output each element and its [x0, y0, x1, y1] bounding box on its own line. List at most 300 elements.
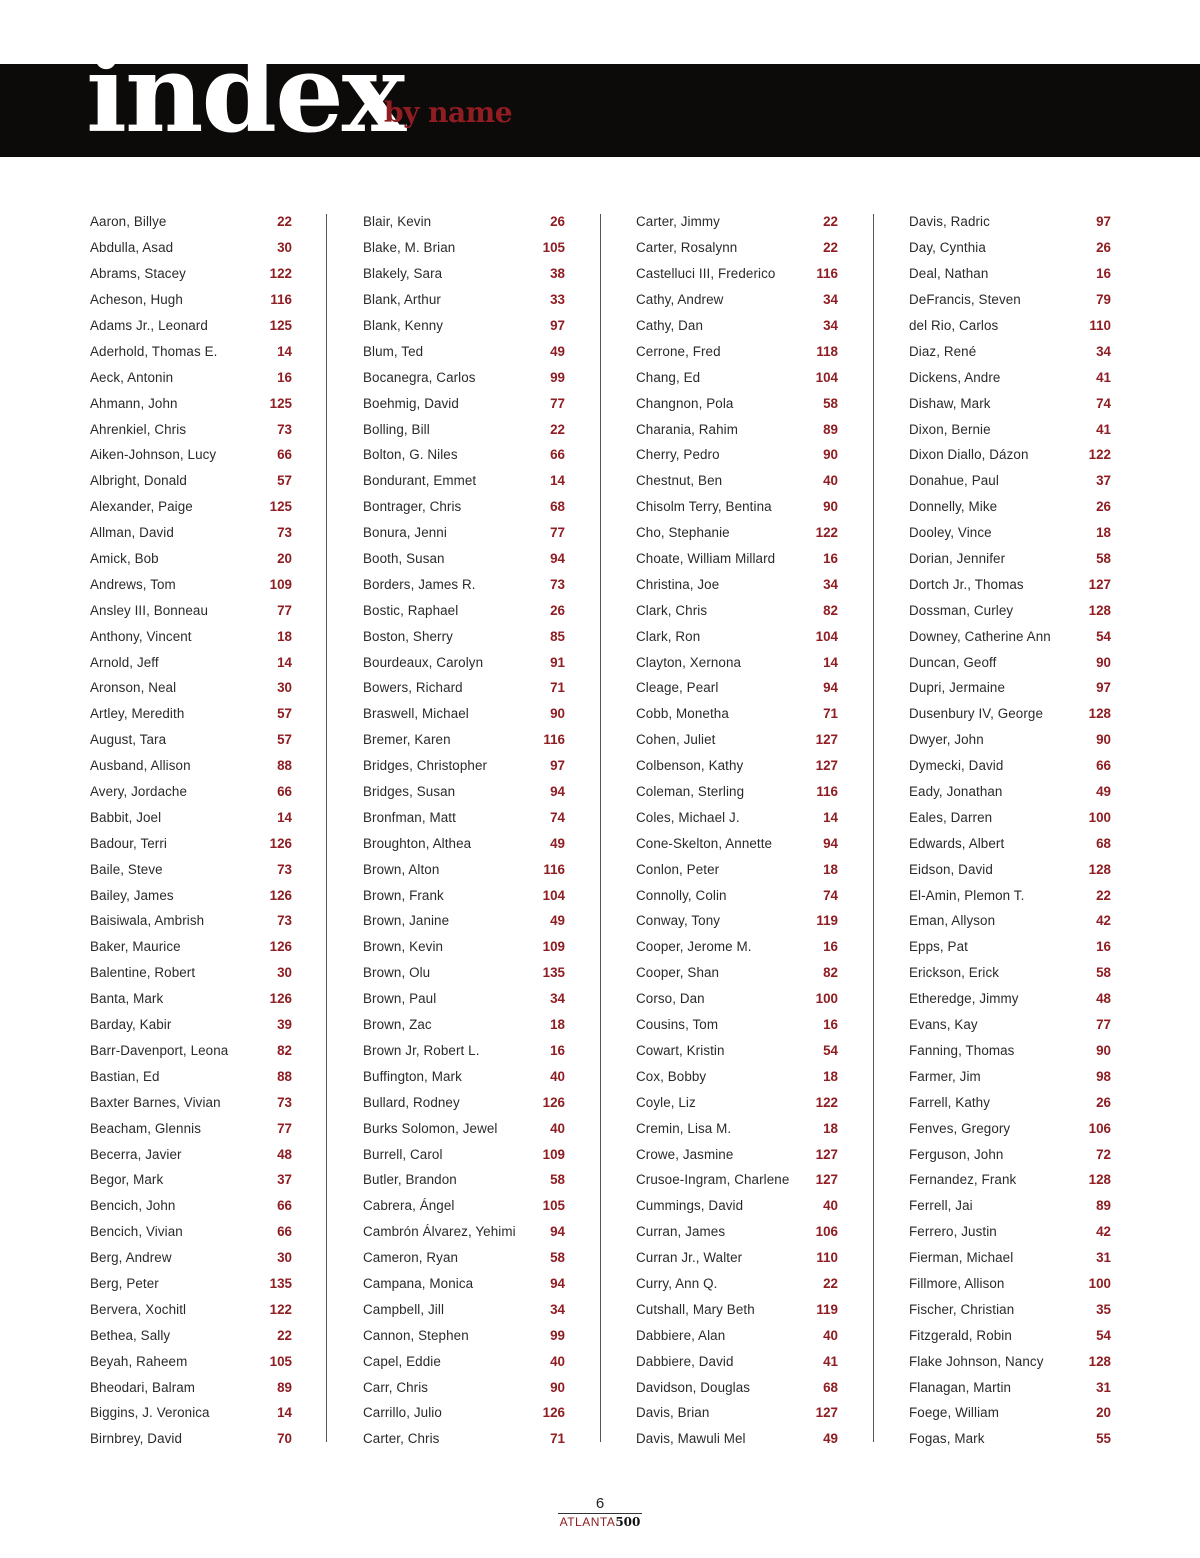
entry-page-number: 70: [277, 1431, 292, 1447]
index-entry: [363, 1115, 565, 1141]
entry-name: Aeck, Antonin: [90, 369, 174, 385]
entry-page-number: 116: [543, 732, 565, 748]
entry-name: Dorian, Jennifer: [909, 551, 1006, 567]
entry-name: Conlon, Peter: [636, 861, 720, 877]
entry-page-number: 122: [815, 1094, 838, 1110]
entry-name: Cerrone, Fred: [636, 343, 721, 359]
index-entry: [909, 1141, 1111, 1167]
index-entry: [909, 779, 1111, 805]
index-entry: [636, 727, 838, 753]
entry-page-number: 126: [542, 1094, 565, 1110]
entry-page-number: 40: [823, 1198, 838, 1214]
index-entry: [90, 1296, 292, 1322]
index-entry: [909, 1038, 1111, 1064]
entry-name: Ansley III, Bonneau: [90, 602, 209, 618]
entry-page-number: 18: [823, 861, 838, 877]
entry-page-number: 14: [550, 473, 565, 489]
entry-name: Avery, Jordache: [90, 784, 188, 800]
index-entry: [363, 1167, 565, 1193]
entry-page-number: 73: [277, 421, 292, 437]
entry-page-number: 20: [277, 551, 292, 567]
index-entry: [909, 1322, 1111, 1348]
entry-page-number: 58: [550, 1250, 565, 1266]
entry-page-number: 104: [815, 628, 838, 644]
index-entry: [90, 1219, 292, 1245]
entry-page-number: 82: [823, 965, 838, 981]
entry-name: Bontrager, Chris: [363, 499, 462, 515]
index-entry: [90, 649, 292, 675]
index-entry: [363, 804, 565, 830]
entry-page-number: 58: [550, 1172, 565, 1188]
index-entry: [636, 1038, 838, 1064]
index-entry: [363, 649, 565, 675]
index-entry: [90, 1426, 292, 1452]
entry-page-number: 106: [1088, 1120, 1111, 1136]
entry-page-number: 94: [550, 1224, 565, 1240]
entry-name: Fischer, Christian: [909, 1301, 1015, 1317]
entry-page-number: 73: [277, 1094, 292, 1110]
index-entry: [909, 1245, 1111, 1271]
entry-name: Chisolm Terry, Bentina: [636, 499, 772, 515]
entry-name: Christina, Joe: [636, 576, 720, 592]
entry-name: Cutshall, Mary Beth: [636, 1301, 755, 1317]
entry-page-number: 126: [269, 887, 292, 903]
entry-name: Ahrenkiel, Chris: [90, 421, 187, 437]
index-entry: [363, 1245, 565, 1271]
index-entry: [909, 623, 1111, 649]
entry-name: Epps, Pat: [909, 939, 968, 955]
entry-page-number: 105: [542, 1198, 565, 1214]
index-entry: [909, 520, 1111, 546]
entry-name: Barr-Davenport, Leona: [90, 1042, 229, 1058]
entry-page-number: 104: [542, 887, 565, 903]
entry-name: Dixon, Bernie: [909, 421, 991, 437]
index-entry: [90, 1063, 292, 1089]
entry-page-number: 34: [823, 292, 838, 308]
entry-page-number: 49: [550, 913, 565, 929]
entry-page-number: 34: [823, 318, 838, 333]
entry-name: Fitzgerald, Robin: [909, 1327, 1012, 1343]
index-entry: [363, 338, 565, 364]
index-entry: [909, 1089, 1111, 1115]
entry-page-number: 73: [550, 576, 565, 592]
entry-page-number: 68: [550, 499, 565, 515]
index-entry: [636, 494, 838, 520]
entry-name: Dooley, Vince: [909, 525, 992, 541]
entry-name: Blum, Ted: [363, 343, 424, 359]
index-entry: [909, 727, 1111, 753]
entry-page-number: 109: [269, 576, 292, 592]
index-entry: [636, 1193, 838, 1219]
entry-page-number: 90: [1096, 1042, 1111, 1058]
index-entry: [636, 753, 838, 779]
entry-page-number: 71: [550, 1431, 565, 1447]
index-entry: [90, 1012, 292, 1038]
entry-page-number: 54: [823, 1042, 838, 1058]
index-entry: [90, 235, 292, 261]
entry-name: Allman, David: [90, 525, 174, 541]
index-entry: [363, 1038, 565, 1064]
entry-page-number: 37: [277, 1172, 292, 1188]
entry-page-number: 110: [816, 1250, 838, 1266]
entry-name: Brown, Kevin: [363, 939, 444, 955]
entry-name: Chestnut, Ben: [636, 473, 723, 489]
index-entry: [636, 520, 838, 546]
entry-name: Bolling, Bill: [363, 421, 430, 437]
entry-name: Cremin, Lisa M.: [636, 1120, 732, 1136]
entry-name: Brown, Paul: [363, 991, 437, 1007]
index-entry: [909, 1115, 1111, 1141]
entry-page-number: 58: [1096, 965, 1111, 981]
entry-page-number: 34: [1096, 343, 1111, 359]
index-entry: [90, 701, 292, 727]
entry-name: Biggins, J. Veronica: [90, 1405, 210, 1421]
entry-page-number: 73: [277, 861, 292, 877]
entry-page-number: 128: [1088, 706, 1111, 722]
entry-page-number: 97: [1096, 680, 1111, 696]
entry-name: Choate, William Millard: [636, 551, 776, 567]
entry-name: Clark, Ron: [636, 628, 701, 644]
index-entry: [636, 313, 838, 339]
entry-name: Baxter Barnes, Vivian: [90, 1094, 221, 1110]
index-entry: [363, 856, 565, 882]
index-entry: [909, 442, 1111, 468]
index-entry: [909, 908, 1111, 934]
index-entry: [363, 1322, 565, 1348]
entry-page-number: 37: [1096, 473, 1111, 489]
entry-name: Beacham, Glennis: [90, 1120, 202, 1136]
index-entry: [636, 1167, 838, 1193]
entry-page-number: 16: [823, 551, 838, 567]
entry-page-number: 89: [277, 1379, 292, 1395]
index-entry: [363, 701, 565, 727]
entry-page-number: 116: [816, 266, 838, 282]
entry-name: Ferrell, Jai: [909, 1198, 973, 1214]
entry-name: Boston, Sherry: [363, 628, 453, 644]
entry-page-number: 16: [277, 369, 292, 385]
entry-page-number: 90: [823, 447, 838, 463]
index-entry: [90, 313, 292, 339]
entry-page-number: 71: [550, 680, 565, 696]
entry-name: Cousins, Tom: [636, 1017, 719, 1033]
entry-page-number: 14: [823, 654, 838, 670]
entry-page-number: 106: [815, 1224, 838, 1240]
entry-page-number: 57: [277, 706, 292, 722]
entry-page-number: 42: [1096, 913, 1111, 929]
entry-name: Aaron, Billye: [90, 214, 167, 230]
entry-page-number: 89: [823, 421, 838, 437]
entry-name: Bailey, James: [90, 887, 174, 903]
entry-name: Bridges, Christopher: [363, 758, 488, 774]
entry-name: Birnbrey, David: [90, 1431, 183, 1447]
index-entry: [636, 235, 838, 261]
entry-page-number: 38: [550, 266, 565, 282]
entry-page-number: 48: [277, 1146, 292, 1162]
index-entry: [636, 960, 838, 986]
index-entry: [909, 1400, 1111, 1426]
entry-page-number: 58: [823, 395, 838, 411]
entry-name: Fernandez, Frank: [909, 1172, 1017, 1188]
entry-name: Bondurant, Emmet: [363, 473, 477, 489]
index-entry: [909, 1219, 1111, 1245]
entry-page-number: 122: [1088, 447, 1111, 463]
entry-name: Coyle, Liz: [636, 1094, 696, 1110]
index-entry: [636, 209, 838, 235]
index-entry: [909, 1374, 1111, 1400]
index-entry: [909, 1012, 1111, 1038]
entry-page-number: 18: [823, 1068, 838, 1084]
entry-page-number: 14: [823, 809, 838, 825]
column-divider: [326, 214, 327, 1442]
entry-name: Boehmig, David: [363, 395, 459, 411]
index-entry: [363, 1400, 565, 1426]
entry-page-number: 14: [277, 654, 292, 670]
index-entry: [909, 701, 1111, 727]
entry-page-number: 57: [277, 473, 292, 489]
entry-name: Bheodari, Balram: [90, 1379, 196, 1395]
entry-name: Acheson, Hugh: [90, 292, 183, 308]
entry-page-number: 100: [1088, 809, 1111, 825]
index-entry: [909, 960, 1111, 986]
entry-name: Baker, Maurice: [90, 939, 181, 955]
entry-name: Fanning, Thomas: [909, 1042, 1015, 1058]
index-entry: [363, 675, 565, 701]
entry-name: Babbit, Joel: [90, 809, 162, 825]
entry-name: Davis, Radric: [909, 214, 990, 230]
entry-name: Arnold, Jeff: [90, 654, 159, 670]
index-entry: [363, 235, 565, 261]
entry-name: Adams Jr., Leonard: [90, 318, 208, 333]
entry-page-number: 30: [277, 965, 292, 981]
entry-name: Edwards, Albert: [909, 835, 1005, 851]
entry-name: Carter, Rosalynn: [636, 240, 738, 256]
entry-page-number: 126: [269, 939, 292, 955]
entry-name: Brown, Zac: [363, 1017, 432, 1033]
page-number: 6: [595, 1495, 605, 1512]
entry-page-number: 105: [269, 1353, 292, 1369]
index-entry: [636, 1426, 838, 1452]
entry-page-number: 72: [1096, 1146, 1111, 1162]
entry-page-number: 116: [270, 292, 292, 308]
entry-name: Bostic, Raphael: [363, 602, 459, 618]
entry-name: Ferrero, Justin: [909, 1224, 997, 1240]
entry-page-number: 119: [816, 913, 838, 929]
index-entry: [636, 1374, 838, 1400]
index-entry: [90, 934, 292, 960]
entry-page-number: 57: [277, 732, 292, 748]
entry-name: Begor, Mark: [90, 1172, 164, 1188]
entry-page-number: 66: [277, 447, 292, 463]
entry-page-number: 20: [1096, 1405, 1111, 1421]
index-entry: [636, 1115, 838, 1141]
entry-page-number: 66: [1096, 758, 1111, 774]
entry-name: Ferguson, John: [909, 1146, 1004, 1162]
entry-name: Campbell, Jill: [363, 1301, 445, 1317]
entry-page-number: 34: [823, 576, 838, 592]
entry-name: Bridges, Susan: [363, 784, 456, 800]
entry-name: Anthony, Vincent: [90, 628, 192, 644]
entry-name: Clayton, Xernona: [636, 654, 742, 670]
entry-name: Fogas, Mark: [909, 1431, 985, 1447]
index-entry: [363, 1193, 565, 1219]
entry-name: Abrams, Stacey: [90, 266, 186, 282]
index-entry: [90, 597, 292, 623]
entry-page-number: 126: [269, 835, 292, 851]
index-entry: [363, 1089, 565, 1115]
entry-page-number: 30: [277, 1250, 292, 1266]
entry-page-number: 55: [1096, 1431, 1111, 1447]
entry-name: Crowe, Jasmine: [636, 1146, 734, 1162]
entry-page-number: 90: [823, 499, 838, 515]
entry-page-number: 100: [815, 991, 838, 1007]
index-entry: [363, 571, 565, 597]
entry-page-number: 40: [823, 1327, 838, 1343]
entry-name: Cox, Bobby: [636, 1068, 707, 1084]
brand-secondary: 500: [615, 1515, 641, 1529]
entry-name: Donahue, Paul: [909, 473, 999, 489]
index-entry: [636, 338, 838, 364]
entry-name: Diaz, René: [909, 343, 977, 359]
index-entry: [90, 364, 292, 390]
entry-name: Amick, Bob: [90, 551, 159, 567]
index-entry: [363, 727, 565, 753]
entry-name: Blair, Kevin: [363, 214, 432, 230]
entry-name: Dixon Diallo, Dázon: [909, 447, 1029, 463]
entry-name: Farrell, Kathy: [909, 1094, 991, 1110]
entry-page-number: 14: [277, 809, 292, 825]
index-entry: [363, 1012, 565, 1038]
entry-name: Clark, Chris: [636, 602, 708, 618]
index-entry: [636, 287, 838, 313]
index-entry: [909, 934, 1111, 960]
entry-name: Blank, Kenny: [363, 318, 444, 333]
entry-page-number: 82: [823, 602, 838, 618]
entry-name: Flanagan, Martin: [909, 1379, 1012, 1395]
index-entry: [90, 1115, 292, 1141]
index-entry: [90, 520, 292, 546]
index-entry: [636, 649, 838, 675]
entry-page-number: 98: [1096, 1068, 1111, 1084]
index-column-1: [90, 209, 292, 1452]
index-entry: [90, 856, 292, 882]
entry-page-number: 105: [542, 240, 565, 256]
entry-name: Albright, Donald: [90, 473, 187, 489]
index-entry: [90, 287, 292, 313]
entry-name: Capel, Eddie: [363, 1353, 441, 1369]
entry-page-number: 14: [277, 343, 292, 359]
entry-name: Colbenson, Kathy: [636, 758, 744, 774]
index-entry: [363, 1141, 565, 1167]
entry-page-number: 30: [277, 240, 292, 256]
index-entry: [363, 364, 565, 390]
index-entry: [636, 623, 838, 649]
page-title: index: [86, 31, 405, 157]
entry-page-number: 77: [277, 1120, 292, 1136]
entry-name: Dwyer, John: [909, 732, 984, 748]
entry-name: Butler, Brandon: [363, 1172, 457, 1188]
entry-name: Fillmore, Allison: [909, 1275, 1005, 1291]
index-entry: [909, 571, 1111, 597]
entry-name: Curran Jr., Walter: [636, 1250, 743, 1266]
index-entry: [90, 390, 292, 416]
index-entry: [363, 520, 565, 546]
entry-page-number: 49: [550, 343, 565, 359]
entry-page-number: 41: [1096, 369, 1111, 385]
entry-page-number: 125: [269, 395, 292, 411]
entry-name: Cambrón Álvarez, Yehimi: [363, 1224, 516, 1240]
entry-page-number: 127: [815, 758, 838, 774]
entry-name: Castelluci III, Frederico: [636, 266, 776, 282]
entry-name: Cleage, Pearl: [636, 680, 719, 696]
entry-name: DeFrancis, Steven: [909, 292, 1021, 308]
index-entry: [90, 908, 292, 934]
index-entry: [636, 701, 838, 727]
index-entry: [363, 209, 565, 235]
entry-name: Downey, Catherine Ann: [909, 628, 1051, 644]
entry-page-number: 31: [1096, 1379, 1111, 1395]
entry-name: Evans, Kay: [909, 1017, 978, 1033]
entry-name: Conway, Tony: [636, 913, 721, 929]
index-entry: [90, 1167, 292, 1193]
entry-page-number: 22: [277, 214, 292, 230]
index-entry: [636, 1271, 838, 1297]
entry-page-number: 34: [550, 991, 565, 1007]
index-entry: [363, 1063, 565, 1089]
entry-page-number: 66: [277, 1224, 292, 1240]
entry-page-number: 122: [269, 1301, 292, 1317]
index-entry: [363, 546, 565, 572]
entry-name: Erickson, Erick: [909, 965, 1000, 981]
entry-name: Dishaw, Mark: [909, 395, 991, 411]
entry-page-number: 94: [550, 1275, 565, 1291]
entry-name: Aderhold, Thomas E.: [90, 343, 218, 359]
entry-name: Bastian, Ed: [90, 1068, 160, 1084]
entry-name: Brown, Janine: [363, 913, 450, 929]
index-entry: [909, 390, 1111, 416]
entry-name: Cherry, Pedro: [636, 447, 720, 463]
entry-page-number: 126: [542, 1405, 565, 1421]
index-entry: [90, 830, 292, 856]
index-entry: [90, 986, 292, 1012]
page-subtitle: by name: [384, 96, 513, 129]
entry-name: Fenves, Gregory: [909, 1120, 1011, 1136]
entry-page-number: 16: [823, 939, 838, 955]
entry-name: Curry, Ann Q.: [636, 1275, 718, 1291]
index-entry: [90, 261, 292, 287]
entry-page-number: 128: [1088, 861, 1111, 877]
entry-page-number: 127: [1088, 576, 1111, 592]
index-entry: [90, 779, 292, 805]
entry-page-number: 82: [277, 1042, 292, 1058]
index-entry: [636, 1141, 838, 1167]
index-entry: [636, 468, 838, 494]
entry-page-number: 22: [823, 214, 838, 230]
entry-name: Badour, Terri: [90, 835, 167, 851]
entry-page-number: 128: [1088, 1172, 1111, 1188]
entry-name: Baisiwala, Ambrish: [90, 913, 205, 929]
entry-name: Bronfman, Matt: [363, 809, 456, 825]
entry-page-number: 16: [823, 1017, 838, 1033]
index-entry: [363, 830, 565, 856]
index-entry: [363, 1219, 565, 1245]
entry-page-number: 128: [1088, 1353, 1111, 1369]
entry-page-number: 58: [1096, 551, 1111, 567]
index-entry: [90, 442, 292, 468]
index-entry: [909, 364, 1111, 390]
index-entry: [363, 623, 565, 649]
index-entry: [909, 287, 1111, 313]
entry-page-number: 31: [1096, 1250, 1111, 1266]
